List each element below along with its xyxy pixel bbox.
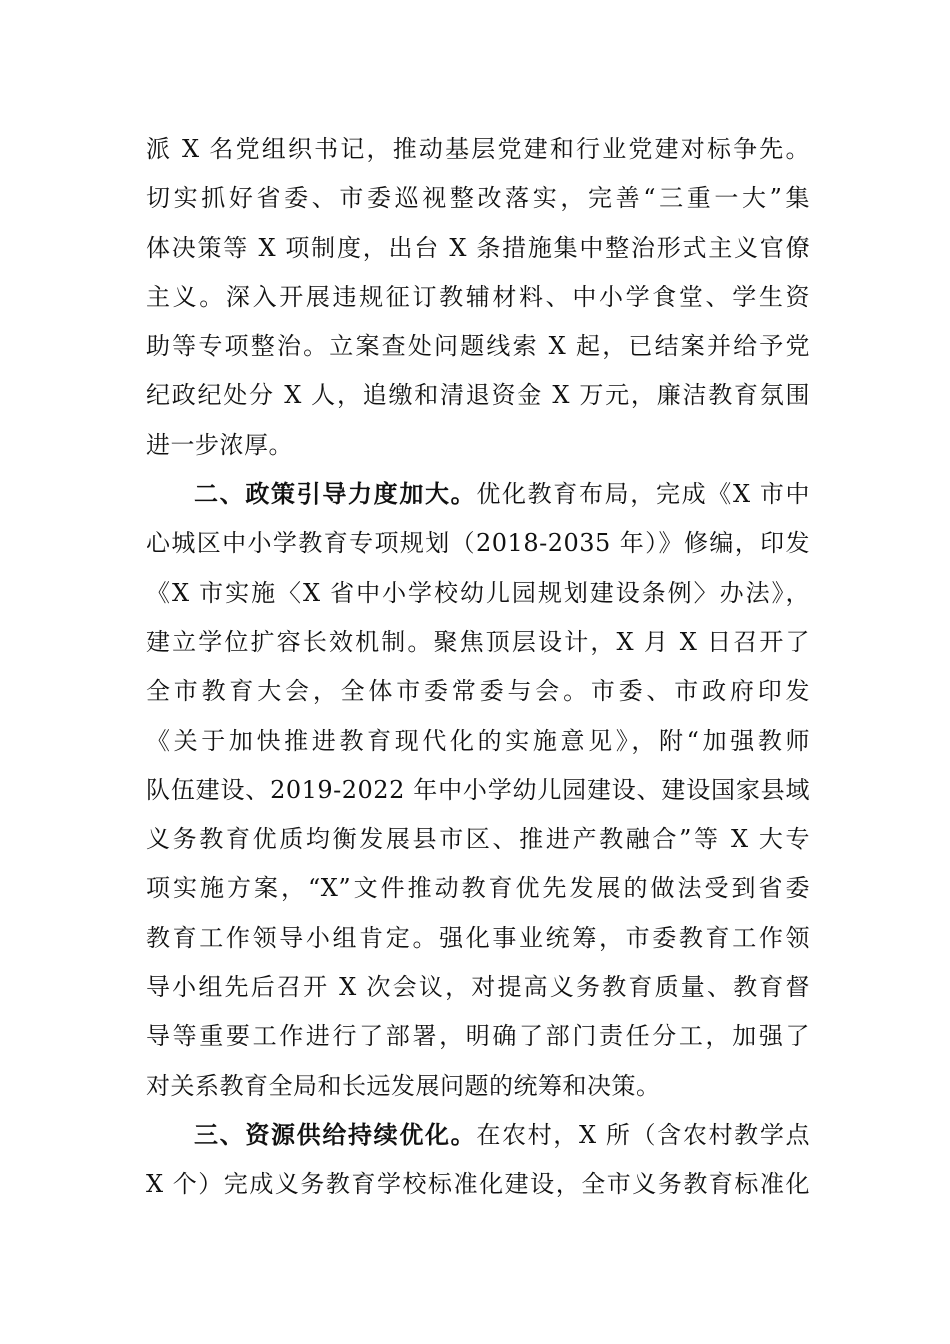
document-body [146,125,810,1210]
text-line: 项实施方案，“X”文件推动教育优先发展的做法受到省委 [146,874,810,903]
text-line: 主义。深入开展违规征订教辅材料、中小学食堂、学生资 [146,282,810,311]
text-run: 优化教育布局，完成《X 市中 [476,480,810,509]
text-line: X 个）完成义务教育学校标准化建设，全市义务教育标准化 [146,1170,810,1199]
text-line: 队伍建设、2019-2022 年中小学幼儿园建设、建设国家县域 [146,775,810,804]
text-line: 派 X 名党组织书记，推动基层党建和行业党建对标争先。 [146,135,810,163]
paragraph-first-line [146,470,810,519]
text-line: 导等重要工作进行了部署，明确了部门责任分工，加强了 [146,1022,810,1051]
text-line: 体决策等 X 项制度，出台 X 条措施集中整治形式主义官僚 [146,233,810,262]
text-line: 心城区中小学教育专项规划（2018-2035 年）》修编，印发 [146,529,810,558]
text-line: 进一步浓厚。 [146,430,293,459]
text-line: 建立学位扩容长效机制。聚焦顶层设计，X 月 X 日召开了 [146,627,810,656]
text-line: 助等专项整治。立案查处问题线索 X 起，已结案并给予党 [146,332,810,361]
text-line: 对关系教育全局和长远发展问题的统筹和决策。 [146,1071,661,1100]
section-heading: 二、政策引导力度加大。 [194,480,477,509]
text-line: 全市教育大会，全体市委常委与会。市委、市政府印发 [146,677,810,706]
text-run: 在农村，X 所（含农村教学点 [476,1120,810,1149]
text-line: 切实抓好省委、市委巡视整改落实，完善“三重一大”集 [146,184,810,213]
text-line: 义务教育优质均衡发展县市区、推进产教融合”等 X 大专 [146,825,810,854]
paragraph-first-line [146,1111,810,1160]
text-line: 导小组先后召开 X 次会议，对提高义务教育质量、教育督 [146,973,810,1002]
text-line: 纪政纪处分 X 人，追缴和清退资金 X 万元，廉洁教育氛围 [146,381,810,410]
text-line: 《关于加快推进教育现代化的实施意见》，附“加强教师 [146,726,810,755]
section-heading: 三、资源供给持续优化。 [194,1120,477,1149]
text-line: 教育工作领导小组肯定。强化事业统筹，市委教育工作领 [146,923,810,952]
text-line: 《X 市实施〈X 省中小学校幼儿园规划建设条例〉办法》， [146,578,810,607]
